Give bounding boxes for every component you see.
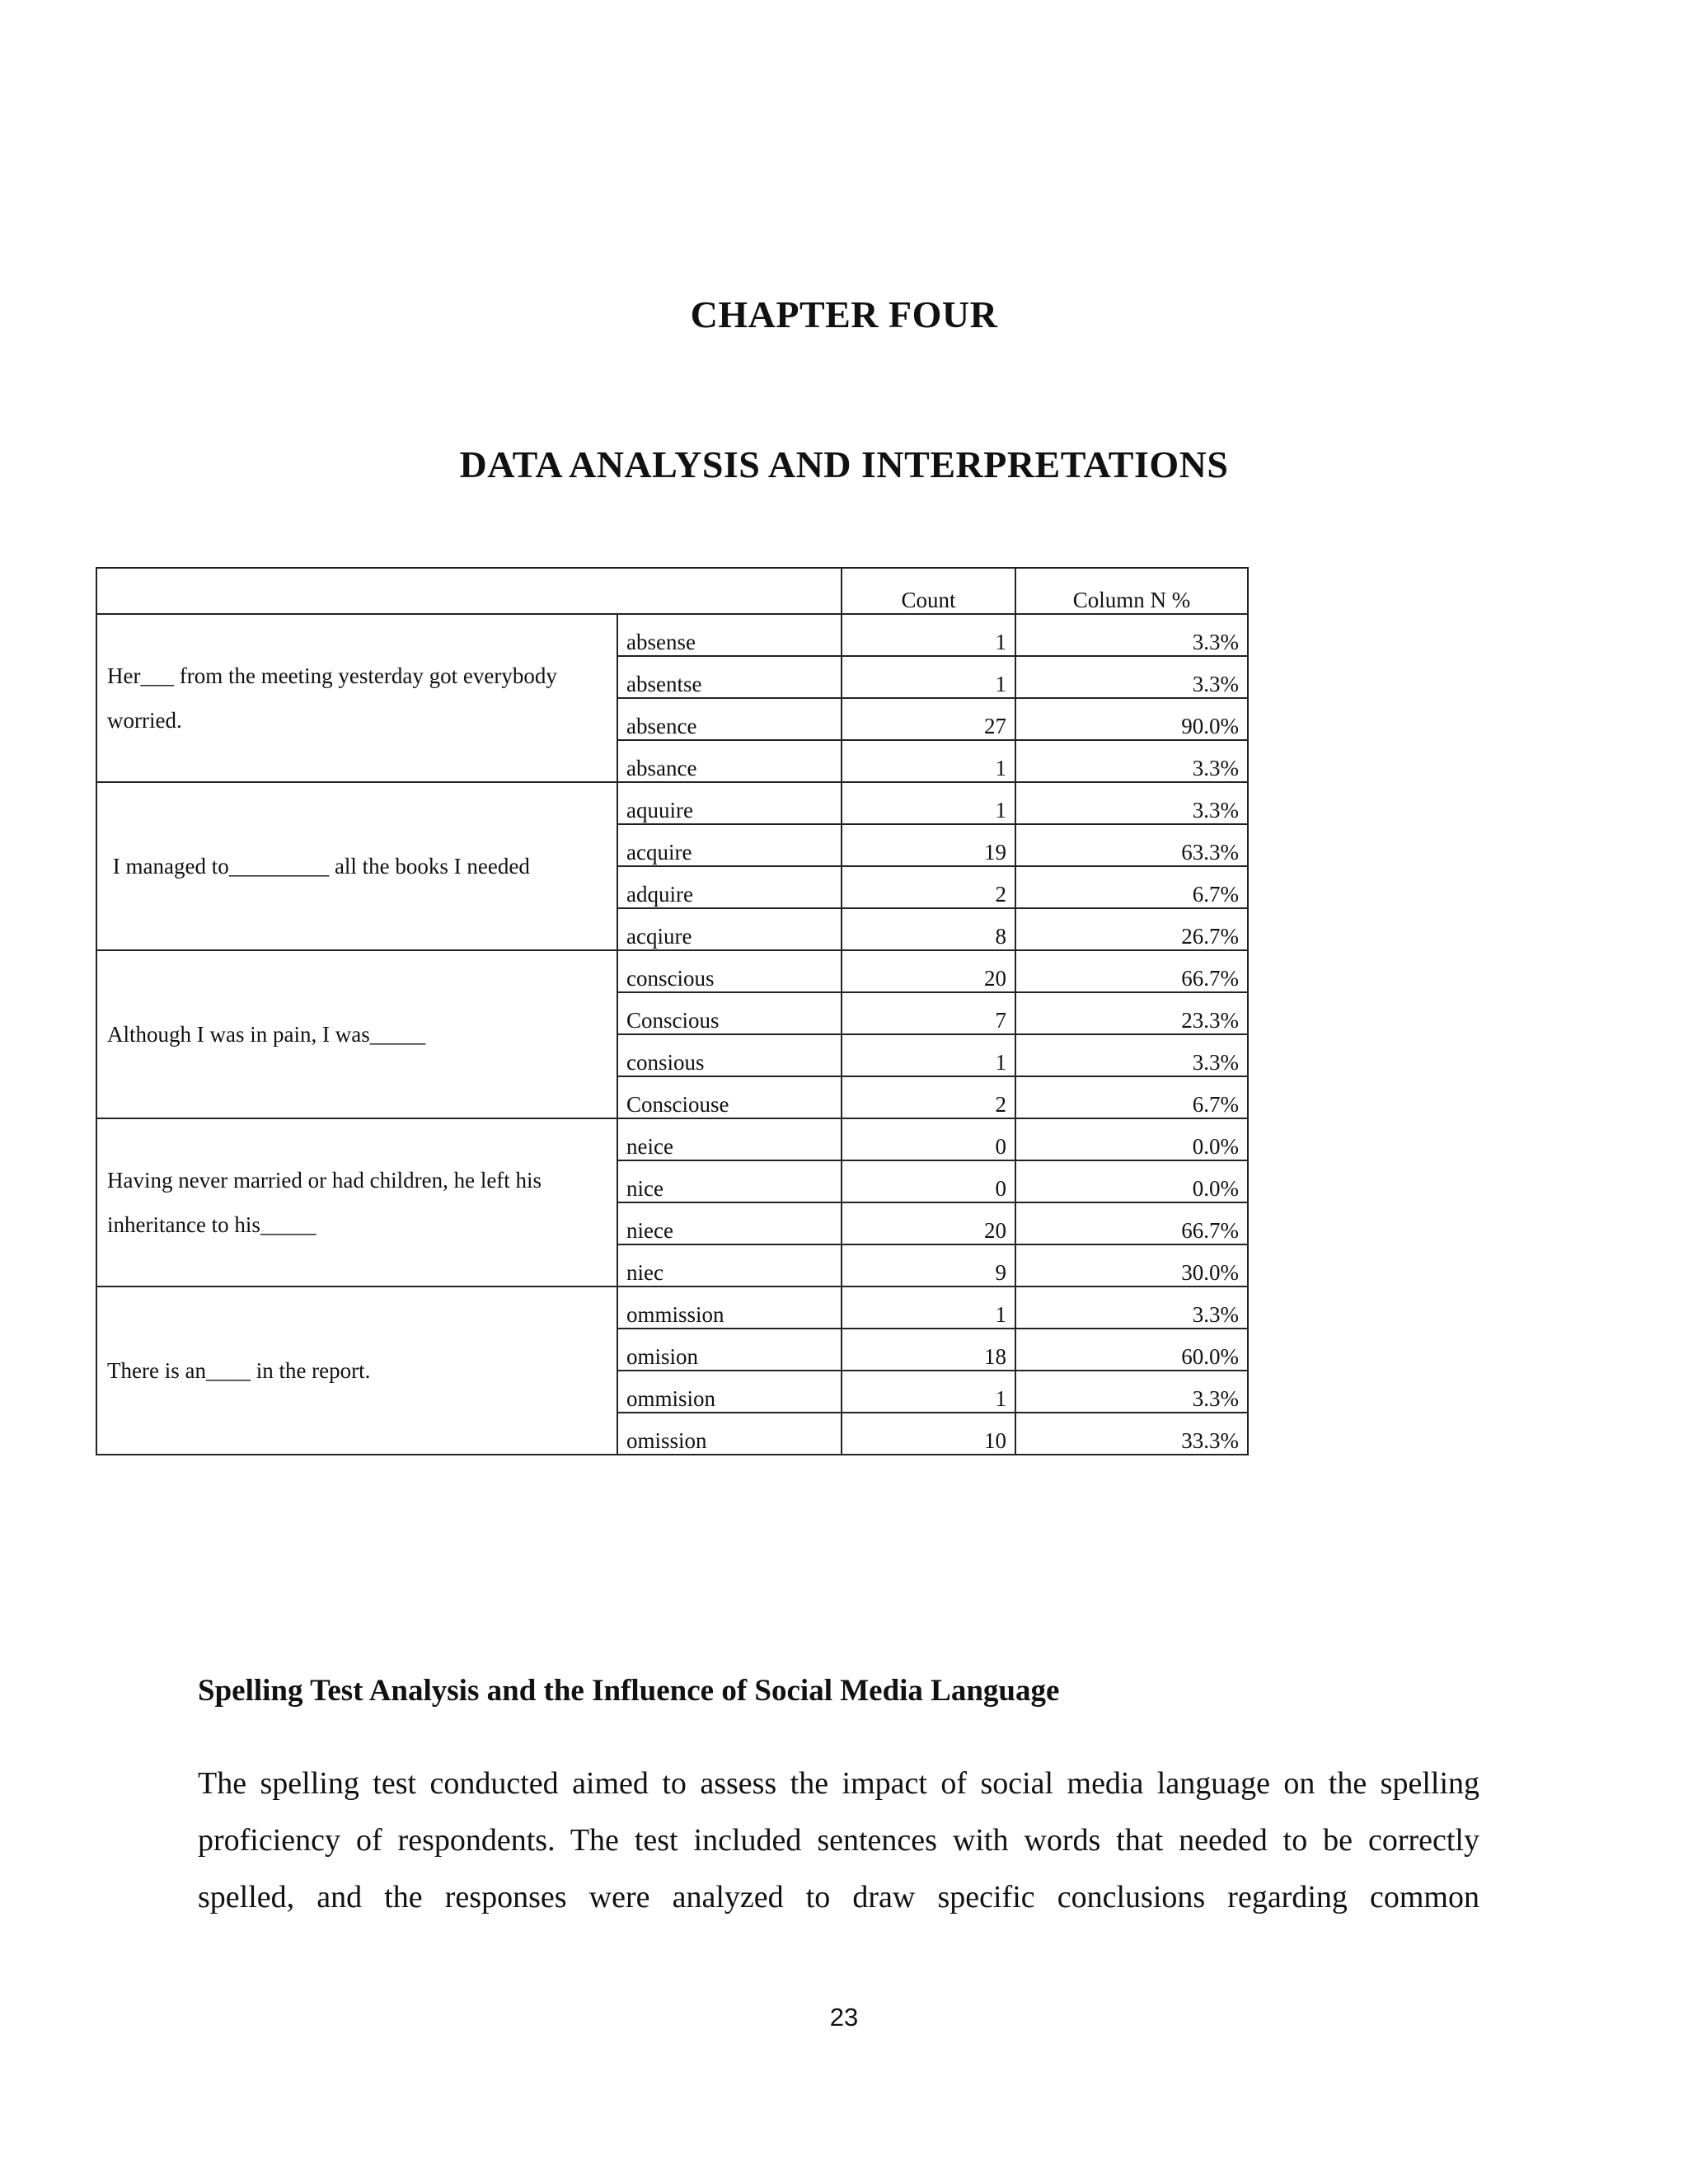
answer-cell: adquire xyxy=(617,866,842,908)
answer-cell: Consciouse xyxy=(617,1076,842,1118)
count-cell: 1 xyxy=(842,614,1015,656)
percent-cell: 60.0% xyxy=(1015,1329,1248,1371)
answer-cell: niec xyxy=(617,1244,842,1286)
question-text-line: Although I was in pain, I was_____ xyxy=(107,1022,426,1047)
answer-cell: conscious xyxy=(617,950,842,992)
question-cell xyxy=(96,1118,617,1286)
percent-cell: 30.0% xyxy=(1015,1244,1248,1286)
percent-cell: 0.0% xyxy=(1015,1118,1248,1160)
count-cell: 10 xyxy=(842,1413,1015,1455)
answer-cell: aquuire xyxy=(617,782,842,824)
table-row xyxy=(96,1286,1248,1329)
percent-cell: 33.3% xyxy=(1015,1413,1248,1455)
answer-cell: acquire xyxy=(617,824,842,866)
answer-cell: absence xyxy=(617,698,842,740)
percent-header: Column N % xyxy=(1015,568,1248,614)
page-number: 23 xyxy=(829,2003,859,2032)
count-cell: 1 xyxy=(842,1034,1015,1076)
percent-cell: 3.3% xyxy=(1015,656,1248,698)
count-cell: 7 xyxy=(842,992,1015,1034)
count-cell: 27 xyxy=(842,698,1015,740)
answer-cell: nice xyxy=(617,1160,842,1202)
answer-cell: absance xyxy=(617,740,842,782)
chapter-title: CHAPTER FOUR xyxy=(690,293,998,335)
table-row xyxy=(96,782,1248,824)
table-row xyxy=(96,614,1248,656)
percent-cell: 66.7% xyxy=(1015,1202,1248,1244)
percent-cell: 3.3% xyxy=(1015,1034,1248,1076)
count-cell: 1 xyxy=(842,1286,1015,1329)
question-text-line: There is an____ in the report. xyxy=(107,1358,371,1383)
answer-cell: Conscious xyxy=(617,992,842,1034)
count-cell: 20 xyxy=(842,950,1015,992)
answer-cell: consious xyxy=(617,1034,842,1076)
answer-cell: omission xyxy=(617,1413,842,1455)
question-text-line: Having never married or had children, he left his xyxy=(107,1168,542,1193)
count-cell: 18 xyxy=(842,1329,1015,1371)
answer-cell: acqiure xyxy=(617,908,842,950)
percent-cell: 3.3% xyxy=(1015,1286,1248,1329)
percent-cell: 23.3% xyxy=(1015,992,1248,1034)
section-title: DATA ANALYSIS AND INTERPRETATIONS xyxy=(459,443,1229,485)
table-header-blank xyxy=(96,568,842,614)
count-cell: 1 xyxy=(842,740,1015,782)
percent-cell: 3.3% xyxy=(1015,740,1248,782)
percent-cell: 63.3% xyxy=(1015,824,1248,866)
percent-cell: 90.0% xyxy=(1015,698,1248,740)
answer-cell: ommision xyxy=(617,1371,842,1413)
count-cell: 2 xyxy=(842,866,1015,908)
question-cell xyxy=(96,950,617,1118)
question-text-line: inheritance to his_____ xyxy=(107,1212,316,1237)
table-row xyxy=(96,950,1248,992)
percent-cell: 0.0% xyxy=(1015,1160,1248,1202)
count-cell: 2 xyxy=(842,1076,1015,1118)
answer-cell: neice xyxy=(617,1118,842,1160)
question-cell xyxy=(96,1286,617,1455)
question-text-line: worried. xyxy=(107,708,182,733)
count-cell: 19 xyxy=(842,824,1015,866)
count-cell: 8 xyxy=(842,908,1015,950)
count-cell: 20 xyxy=(842,1202,1015,1244)
count-cell: 1 xyxy=(842,656,1015,698)
answer-cell: absentse xyxy=(617,656,842,698)
count-cell: 0 xyxy=(842,1118,1015,1160)
percent-cell: 6.7% xyxy=(1015,1076,1248,1118)
count-cell: 1 xyxy=(842,1371,1015,1413)
frequency-table xyxy=(96,567,1249,1455)
question-cell xyxy=(96,614,617,782)
answer-cell: absense xyxy=(617,614,842,656)
percent-cell: 66.7% xyxy=(1015,950,1248,992)
percent-cell: 3.3% xyxy=(1015,614,1248,656)
question-cell xyxy=(96,782,617,950)
table-header-row xyxy=(96,568,1248,614)
count-cell: 9 xyxy=(842,1244,1015,1286)
percent-cell: 6.7% xyxy=(1015,866,1248,908)
count-header: Count xyxy=(842,568,1015,614)
frequency-table-body xyxy=(96,568,1248,1455)
percent-cell: 3.3% xyxy=(1015,782,1248,824)
question-text-line: Her___ from the meeting yesterday got everybody xyxy=(107,663,557,688)
count-cell: 1 xyxy=(842,782,1015,824)
percent-cell: 26.7% xyxy=(1015,908,1248,950)
table-row xyxy=(96,1118,1248,1160)
count-cell: 0 xyxy=(842,1160,1015,1202)
subheading: Spelling Test Analysis and the Influence of Social Media Language xyxy=(198,1674,1060,1708)
answer-cell: ommission xyxy=(617,1286,842,1329)
question-text-line: I managed to_________ all the books I needed xyxy=(107,854,530,879)
answer-cell: omision xyxy=(617,1329,842,1371)
answer-cell: niece xyxy=(617,1202,842,1244)
percent-cell: 3.3% xyxy=(1015,1371,1248,1413)
body-paragraph: The spelling test conducted aimed to assess the impact of social media language on the spelling proficiency of respondents. The test included sentences with words that needed to be correctly spelled, and the responses were analyzed to draw specific conclusions regarding common xyxy=(198,1766,1479,1915)
